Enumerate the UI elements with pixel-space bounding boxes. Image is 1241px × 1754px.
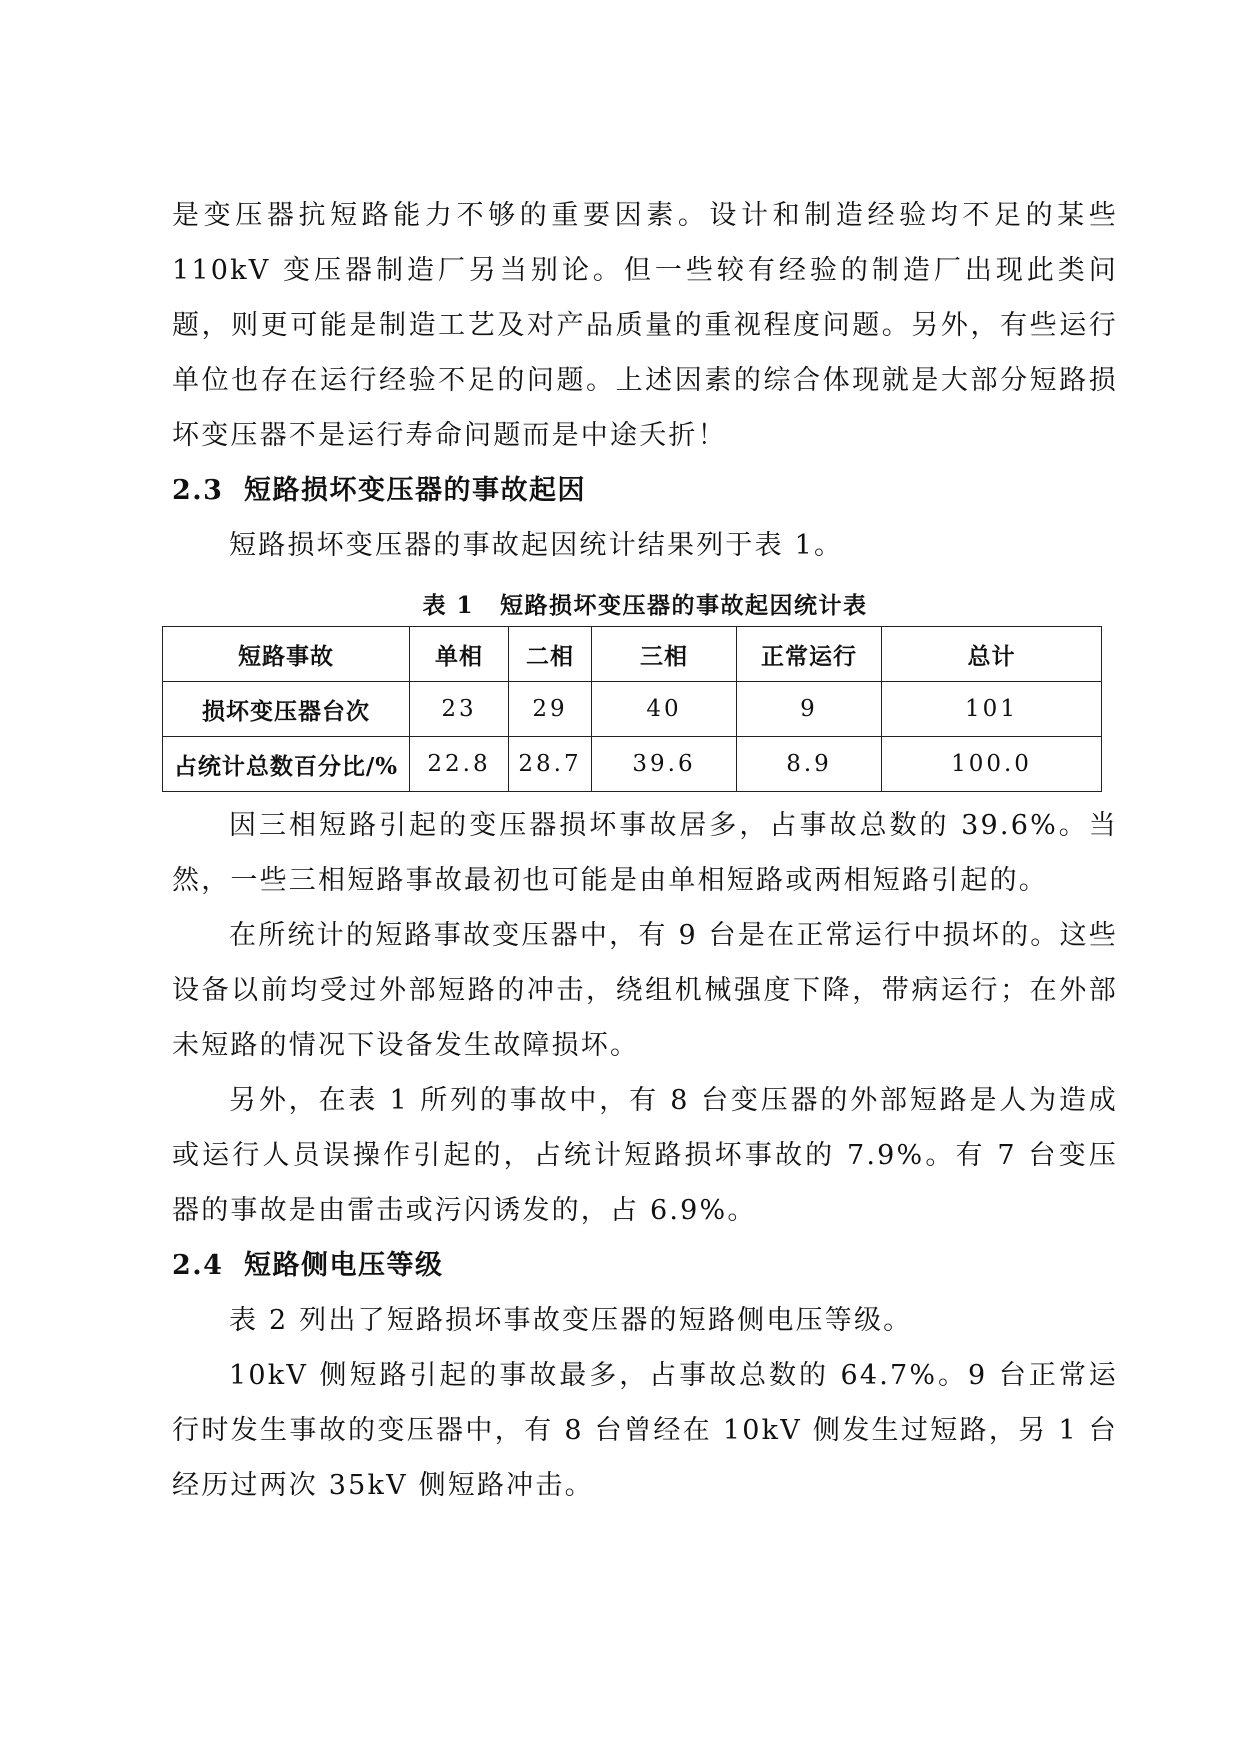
section-number: 2.3: [172, 475, 224, 506]
document-page: [172, 188, 1118, 1513]
paragraph-continuation: 是变压器抗短路能力不够的重要因素。设计和制造经验均不足的某些 110kV 变压器制造厂另当别论。但一些较有经验的制造厂出现此类问题，则更可能是制造工艺及对产品质量的重视程度问题。另外，有些运行单位也存在运行经验不足的问题。上述因素的综合体现就是大部分短路损坏变压器不是运行寿命问题而是中途夭折！: [172, 200, 1118, 451]
section-heading-2-4: [172, 1238, 1118, 1293]
table-header-cell: 单相: [410, 627, 509, 682]
table-cell: 22.8: [410, 737, 509, 792]
statistics-table: [162, 626, 1102, 792]
table-row-label: 损坏变压器台次: [163, 682, 410, 737]
table-cell: 39.6: [592, 737, 737, 792]
section-title: 短路损坏变压器的事故起因: [244, 475, 586, 506]
table-header-cell: 三相: [592, 627, 737, 682]
table-row-label: 占统计总数百分比/%: [163, 737, 410, 792]
table-header-row: [163, 627, 1102, 682]
table-header-cell: 总计: [882, 627, 1102, 682]
table-cell: 9: [737, 682, 882, 737]
paragraph-table2-intro: 表 2 列出了短路损坏事故变压器的短路侧电压等级。: [229, 1305, 913, 1336]
table-cell: 40: [592, 682, 737, 737]
paragraph-10kv: 10kV 侧短路引起的事故最多，占事故总数的 64.7%。9 台正常运行时发生事故的变压器中，有 8 台曾经在 10kV 侧发生过短路，另 1 台经历过两次 35kV 侧短路冲击。: [172, 1360, 1118, 1501]
table-cell: 28.7: [509, 737, 592, 792]
table-row: [163, 682, 1102, 737]
table-header-cell: 二相: [509, 627, 592, 682]
section-heading-2-3: [172, 463, 1118, 518]
table-caption-label: 表 1: [422, 592, 474, 619]
table-cell: 29: [509, 682, 592, 737]
table-header-cell: 短路事故: [163, 627, 410, 682]
paragraph-three-phase: 因三相短路引起的变压器损坏事故居多，占事故总数的 39.6%。当然，一些三相短路事故最初也可能是由单相短路或两相短路引起的。: [172, 810, 1118, 896]
table-cell: 100.0: [882, 737, 1102, 792]
table-cell: 23: [410, 682, 509, 737]
section-number: 2.4: [172, 1250, 224, 1281]
paragraph-human-error: 另外，在表 1 所列的事故中，有 8 台变压器的外部短路是人为造成或运行人员误操作引起的，占统计短路损坏事故的 7.9%。有 7 台变压器的事故是由雷击或污闪诱发的，占 6.9%。: [172, 1085, 1118, 1226]
paragraph-normal-operation: 在所统计的短路事故变压器中，有 9 台是在正常运行中损坏的。这些设备以前均受过外部短路的冲击，绕组机械强度下降，带病运行；在外部未短路的情况下设备发生故障损坏。: [172, 920, 1118, 1061]
table-caption: [172, 587, 1118, 620]
table-cell: 8.9: [737, 737, 882, 792]
table-cell: 101: [882, 682, 1102, 737]
section-title: 短路侧电压等级: [244, 1250, 444, 1281]
table-row: [163, 737, 1102, 792]
table-caption-title: 短路损坏变压器的事故起因统计表: [500, 592, 868, 619]
table-header-cell: 正常运行: [737, 627, 882, 682]
paragraph-table-intro: 短路损坏变压器的事故起因统计结果列于表 1。: [229, 530, 844, 561]
